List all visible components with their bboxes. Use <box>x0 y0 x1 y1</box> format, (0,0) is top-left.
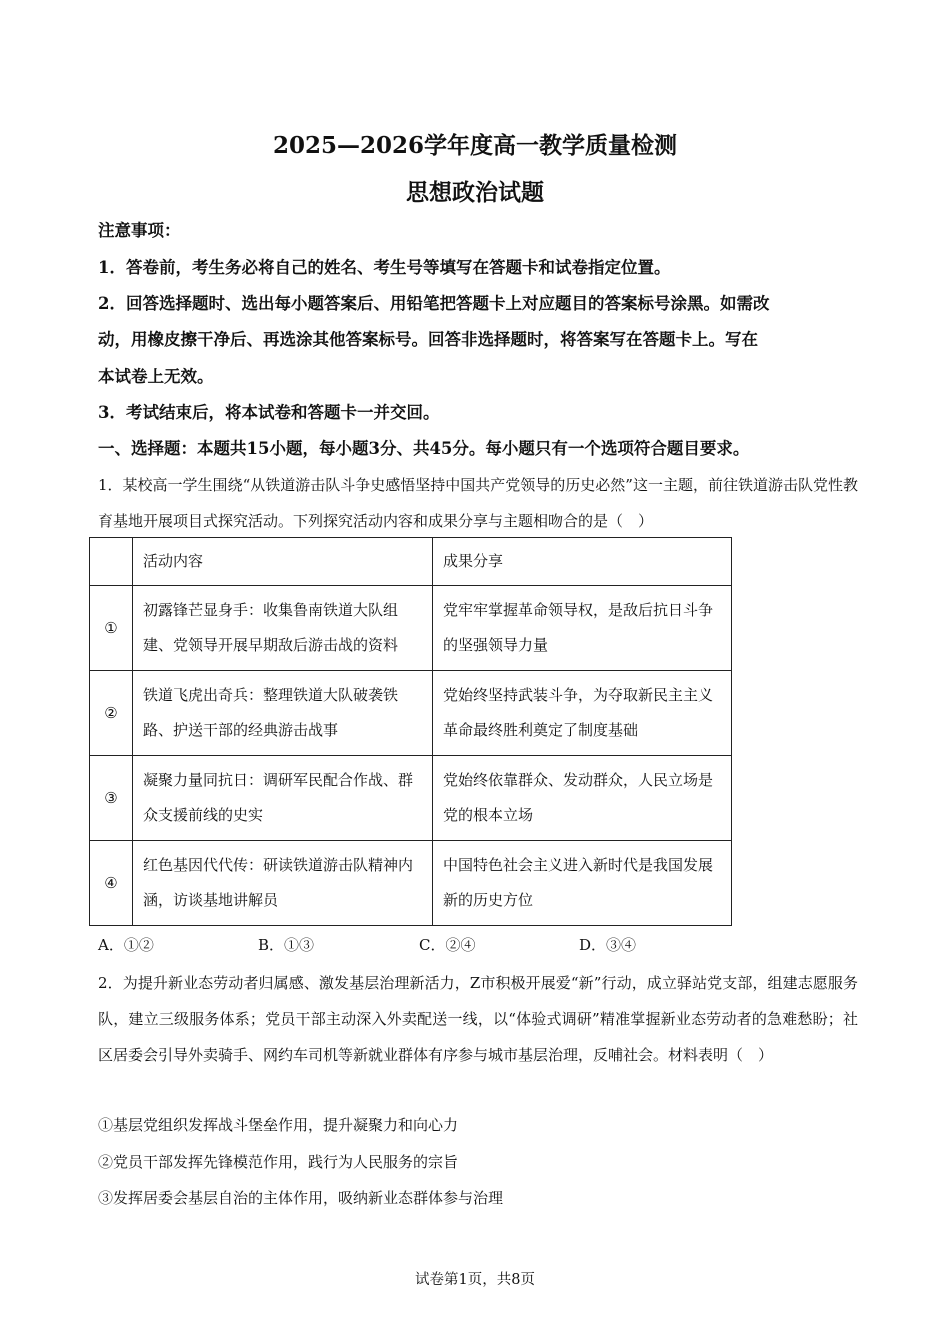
notice-item-2-line-1: 2．回答选择题时、选出每小题答案后、用铅笔把答题卡上对应题目的答案标号涂黑。如需改 <box>98 294 770 313</box>
option-c: C．②④ <box>419 936 476 954</box>
exam-title: 2025—2026学年度高一教学质量检测 <box>272 132 678 159</box>
section-1-heading: 一、选择题：本题共15小题，每小题3分、共45分。每小题只有一个选项符合题目要求。 <box>98 439 750 458</box>
row-activity: 初露锋芒显身手：收集鲁南铁道大队组建、党领导开展早期敌后游击战的资料 <box>133 586 433 671</box>
table-header-row <box>90 538 732 586</box>
question-2-item-3: ③发挥居委会基层自治的主体作用，吸纳新业态群体参与治理 <box>98 1189 504 1207</box>
row-activity: 红色基因代代传：研读铁道游击队精神内涵，访谈基地讲解员 <box>133 841 433 926</box>
row-result: 中国特色社会主义进入新时代是我国发展新的历史方位 <box>433 841 732 926</box>
question-2-item-2: ②党员干部发挥先锋模范作用，践行为人民服务的宗旨 <box>98 1153 459 1171</box>
notice-item-1: 1．答卷前，考生务必将自己的姓名、考生号等填写在答题卡和试卷指定位置。 <box>98 258 671 277</box>
row-num: ④ <box>90 841 133 926</box>
row-num: ③ <box>90 756 133 841</box>
table-header-activity: 活动内容 <box>133 538 433 586</box>
notice-item-2-line-2: 动，用橡皮擦干净后、再选涂其他答案标号。回答非选择题时，将答案写在答题卡上。写在 <box>98 330 758 349</box>
table-row <box>90 756 732 841</box>
row-activity: 凝聚力量同抗日：调研军民配合作战、群众支援前线的史实 <box>133 756 433 841</box>
row-activity: 铁道飞虎出奇兵：整理铁道大队破袭铁路、护送干部的经典游击战事 <box>133 671 433 756</box>
notice-item-3: 3．考试结束后，将本试卷和答题卡一并交回。 <box>98 403 440 422</box>
question-1-table <box>89 537 732 926</box>
row-result: 党始终依靠群众、发动群众，人民立场是党的根本立场 <box>433 756 732 841</box>
question-1-stem: 1．某校高一学生围绕“从铁道游击队斗争史感悟坚持中国共产党领导的历史必然”这一主题，前往铁道游击队党性教育基地开展项目式探究活动。下列探究活动内容和成果分享与主题相吻合的是（ ） <box>98 476 858 530</box>
page-number: 试卷第1页，共8页 <box>415 1272 535 1288</box>
row-result: 党牢牢掌握革命领导权，是敌后抗日斗争的坚强领导力量 <box>433 586 732 671</box>
table-row <box>90 671 732 756</box>
row-num: ① <box>90 586 133 671</box>
table-row <box>90 841 732 926</box>
table-header-result: 成果分享 <box>433 538 732 586</box>
notice-heading: 注意事项： <box>98 221 181 240</box>
table-header-num <box>90 538 133 586</box>
question-2-stem: 2．为提升新业态劳动者归属感、激发基层治理新活力，Z市积极开展爱“新”行动，成立驿站党支部，组建志愿服务队，建立三级服务体系；党员干部主动深入外卖配送一线，以“体验式调研”精准掌握新业态劳动者的急难愁盼；社区居委会引导外卖骑手、网约车司机等新就业群体有序参与城市基层治理，反哺社会。材料表明（ ） <box>98 974 858 1064</box>
question-2-item-1: ①基层党组织发挥战斗堡垒作用，提升凝聚力和向心力 <box>98 1116 459 1134</box>
notice-item-2-line-3: 本试卷上无效。 <box>98 367 214 386</box>
option-a: A．①② <box>98 936 154 954</box>
row-num: ② <box>90 671 133 756</box>
exam-subtitle: 思想政治试题 <box>406 179 544 206</box>
option-b: B．①③ <box>258 936 315 954</box>
table-row <box>90 586 732 671</box>
option-d: D．③④ <box>579 936 637 954</box>
row-result: 党始终坚持武装斗争，为夺取新民主主义革命最终胜利奠定了制度基础 <box>433 671 732 756</box>
